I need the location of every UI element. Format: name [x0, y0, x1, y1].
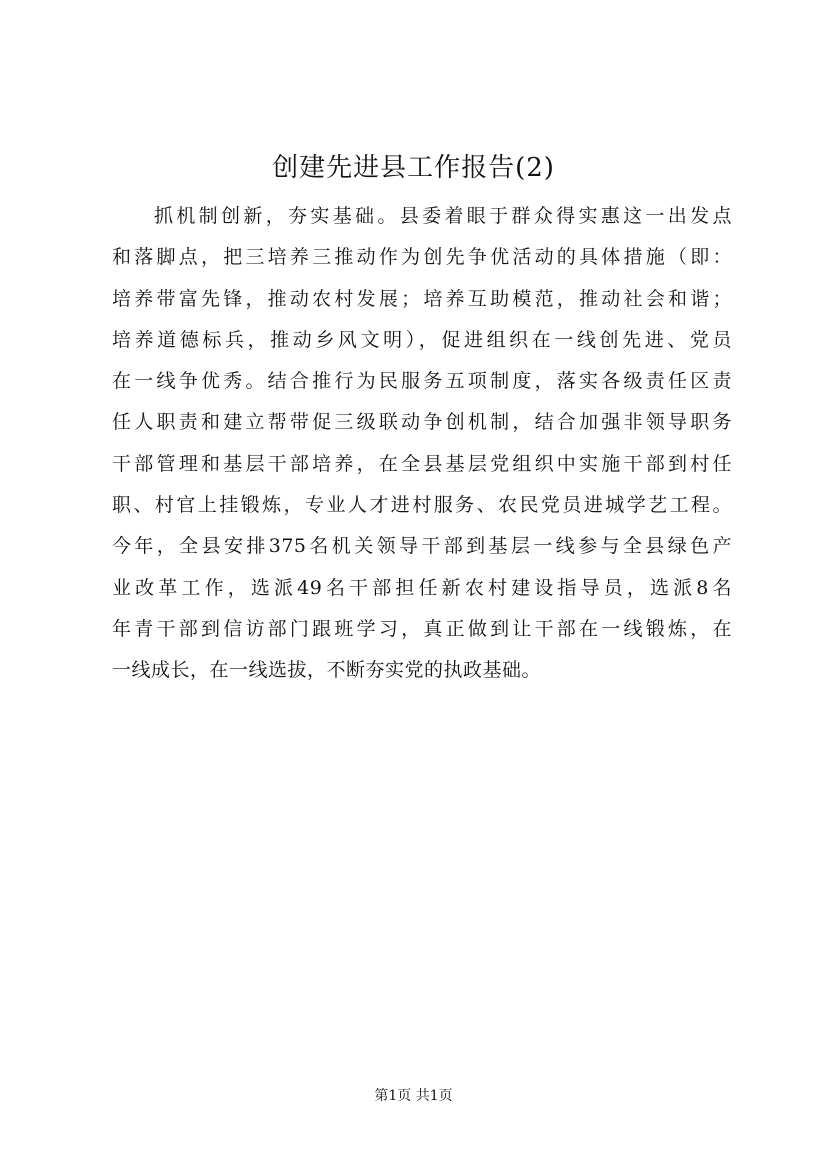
paragraph-line: 业改革工作，选派49名干部担任新农村建设指导员，选派8名	[112, 576, 732, 599]
body-paragraph	[112, 196, 732, 692]
paragraph-line: 干部管理和基层干部培养，在全县基层党组织中实施干部到村任	[112, 452, 732, 475]
paragraph-line: 今年，全县安排375名机关领导干部到基层一线参与全县绿色产	[112, 535, 732, 558]
paragraph-line: 职、村官上挂锻炼，专业人才进村服务、农民党员进城学艺工程。	[112, 494, 732, 517]
paragraph-line: 和落脚点，把三培养三推动作为创先争优活动的具体措施（即：	[112, 246, 732, 269]
document-title: 创建先进县工作报告(2)	[272, 153, 555, 183]
paragraph-line: 一线成长，在一线选拔，不断夯实党的执政基础。	[112, 659, 542, 682]
paragraph-line: 抓机制创新，夯实基础。县委着眼于群众得实惠这一出发点	[154, 205, 732, 227]
paragraph-line: 年青干部到信访部门跟班学习，真正做到让干部在一线锻炼，在	[112, 617, 732, 640]
paragraph-line: 培养道德标兵，推动乡风文明），促进组织在一线创先进、党员	[112, 328, 732, 351]
paragraph-line: 任人职责和建立帮带促三级联动争创机制，结合加强非领导职务	[112, 411, 732, 434]
paragraph-line: 在一线争优秀。结合推行为民服务五项制度，落实各级责任区责	[112, 370, 732, 393]
paragraph-line: 培养带富先锋，推动农村发展；培养互助模范，推动社会和谐；	[112, 287, 732, 310]
page-footer: 第1页 共1页	[374, 1088, 453, 1104]
